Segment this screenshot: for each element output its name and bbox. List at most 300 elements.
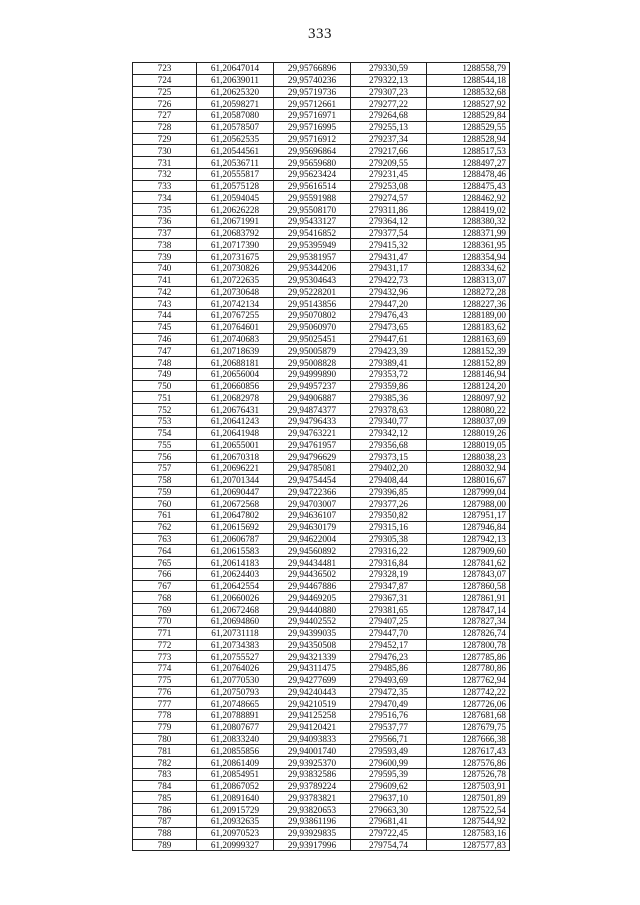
y-coordinate-cell: 1287841,62	[427, 557, 510, 569]
latitude-cell: 61,20606787	[197, 533, 274, 545]
longitude-cell: 29,93783821	[274, 792, 351, 804]
point-number-cell: 727	[133, 110, 197, 122]
y-coordinate-cell: 1288163,69	[427, 333, 510, 345]
x-coordinate-cell: 279452,17	[351, 639, 427, 651]
table-row	[133, 651, 510, 663]
point-number-cell: 760	[133, 498, 197, 510]
y-coordinate-cell: 1288529,84	[427, 110, 510, 122]
longitude-cell: 29,94350508	[274, 639, 351, 651]
x-coordinate-cell: 279415,32	[351, 239, 427, 251]
latitude-cell: 61,20750793	[197, 686, 274, 698]
table-row	[133, 121, 510, 133]
latitude-cell: 61,20578507	[197, 121, 274, 133]
table-row	[133, 427, 510, 439]
longitude-cell: 29,93925370	[274, 757, 351, 769]
longitude-cell: 29,94469205	[274, 592, 351, 604]
y-coordinate-cell: 1288544,18	[427, 74, 510, 86]
longitude-cell: 29,94874377	[274, 404, 351, 416]
point-number-cell: 779	[133, 721, 197, 733]
table-row	[133, 757, 510, 769]
latitude-cell: 61,20598271	[197, 98, 274, 110]
table-row	[133, 827, 510, 839]
y-coordinate-cell: 1287681,68	[427, 710, 510, 722]
table-row	[133, 133, 510, 145]
coordinates-table-body	[133, 63, 510, 851]
point-number-cell: 765	[133, 557, 197, 569]
x-coordinate-cell: 279231,45	[351, 168, 427, 180]
x-coordinate-cell: 279566,71	[351, 733, 427, 745]
longitude-cell: 29,95060970	[274, 321, 351, 333]
x-coordinate-cell: 279264,68	[351, 110, 427, 122]
table-row	[133, 274, 510, 286]
x-coordinate-cell: 279722,45	[351, 827, 427, 839]
x-coordinate-cell: 279305,38	[351, 533, 427, 545]
point-number-cell: 763	[133, 533, 197, 545]
latitude-cell: 61,20690447	[197, 486, 274, 498]
x-coordinate-cell: 279537,77	[351, 721, 427, 733]
longitude-cell: 29,94630179	[274, 521, 351, 533]
table-row	[133, 98, 510, 110]
x-coordinate-cell: 279600,99	[351, 757, 427, 769]
longitude-cell: 29,94210519	[274, 698, 351, 710]
y-coordinate-cell: 1287988,00	[427, 498, 510, 510]
latitude-cell: 61,20764601	[197, 321, 274, 333]
x-coordinate-cell: 279328,19	[351, 568, 427, 580]
table-row	[133, 392, 510, 404]
table-row	[133, 333, 510, 345]
y-coordinate-cell: 1288354,94	[427, 251, 510, 263]
x-coordinate-cell: 279340,77	[351, 415, 427, 427]
table-row	[133, 463, 510, 475]
x-coordinate-cell: 279253,08	[351, 180, 427, 192]
table-row	[133, 157, 510, 169]
longitude-cell: 29,94999890	[274, 368, 351, 380]
point-number-cell: 758	[133, 474, 197, 486]
point-number-cell: 781	[133, 745, 197, 757]
longitude-cell: 29,95344206	[274, 263, 351, 275]
longitude-cell: 29,94906887	[274, 392, 351, 404]
table-row	[133, 804, 510, 816]
x-coordinate-cell: 279432,96	[351, 286, 427, 298]
longitude-cell: 29,94754454	[274, 474, 351, 486]
point-number-cell: 776	[133, 686, 197, 698]
longitude-cell: 29,94120421	[274, 721, 351, 733]
latitude-cell: 61,20625320	[197, 86, 274, 98]
x-coordinate-cell: 279422,73	[351, 274, 427, 286]
point-number-cell: 770	[133, 615, 197, 627]
y-coordinate-cell: 1287942,13	[427, 533, 510, 545]
x-coordinate-cell: 279311,86	[351, 204, 427, 216]
latitude-cell: 61,20642554	[197, 580, 274, 592]
latitude-cell: 61,20683792	[197, 227, 274, 239]
point-number-cell: 784	[133, 780, 197, 792]
x-coordinate-cell: 279316,22	[351, 545, 427, 557]
y-coordinate-cell: 1287780,86	[427, 663, 510, 675]
latitude-cell: 61,20696221	[197, 463, 274, 475]
y-coordinate-cell: 1287785,86	[427, 651, 510, 663]
point-number-cell: 734	[133, 192, 197, 204]
point-number-cell: 752	[133, 404, 197, 416]
latitude-cell: 61,20755527	[197, 651, 274, 663]
point-number-cell: 775	[133, 674, 197, 686]
table-row	[133, 345, 510, 357]
x-coordinate-cell: 279476,23	[351, 651, 427, 663]
latitude-cell: 61,20587080	[197, 110, 274, 122]
longitude-cell: 29,93929835	[274, 827, 351, 839]
point-number-cell: 738	[133, 239, 197, 251]
point-number-cell: 764	[133, 545, 197, 557]
y-coordinate-cell: 1288019,05	[427, 439, 510, 451]
latitude-cell: 61,20999327	[197, 839, 274, 851]
table-row	[133, 227, 510, 239]
longitude-cell: 29,95395949	[274, 239, 351, 251]
point-number-cell: 729	[133, 133, 197, 145]
table-row	[133, 510, 510, 522]
latitude-cell: 61,20615692	[197, 521, 274, 533]
x-coordinate-cell: 279356,68	[351, 439, 427, 451]
y-coordinate-cell: 1288227,36	[427, 298, 510, 310]
table-row	[133, 310, 510, 322]
latitude-cell: 61,20641243	[197, 415, 274, 427]
point-number-cell: 789	[133, 839, 197, 851]
latitude-cell: 61,20647014	[197, 63, 274, 75]
longitude-cell: 29,94440880	[274, 604, 351, 616]
x-coordinate-cell: 279330,59	[351, 63, 427, 75]
y-coordinate-cell: 1287860,58	[427, 580, 510, 592]
table-row	[133, 180, 510, 192]
latitude-cell: 61,20731118	[197, 627, 274, 639]
y-coordinate-cell: 1287503,91	[427, 780, 510, 792]
latitude-cell: 61,20655001	[197, 439, 274, 451]
x-coordinate-cell: 279681,41	[351, 816, 427, 828]
latitude-cell: 61,20742134	[197, 298, 274, 310]
point-number-cell: 778	[133, 710, 197, 722]
x-coordinate-cell: 279431,17	[351, 263, 427, 275]
x-coordinate-cell: 279377,54	[351, 227, 427, 239]
longitude-cell: 29,95433127	[274, 215, 351, 227]
point-number-cell: 736	[133, 215, 197, 227]
point-number-cell: 777	[133, 698, 197, 710]
table-row	[133, 204, 510, 216]
latitude-cell: 61,20626228	[197, 204, 274, 216]
longitude-cell: 29,95623424	[274, 168, 351, 180]
y-coordinate-cell: 1287583,16	[427, 827, 510, 839]
point-number-cell: 757	[133, 463, 197, 475]
latitude-cell: 61,20676431	[197, 404, 274, 416]
point-number-cell: 731	[133, 157, 197, 169]
x-coordinate-cell: 279277,22	[351, 98, 427, 110]
y-coordinate-cell: 1288528,94	[427, 133, 510, 145]
x-coordinate-cell: 279217,66	[351, 145, 427, 157]
point-number-cell: 785	[133, 792, 197, 804]
latitude-cell: 61,20656004	[197, 368, 274, 380]
table-row	[133, 568, 510, 580]
y-coordinate-cell: 1287999,04	[427, 486, 510, 498]
latitude-cell: 61,20731675	[197, 251, 274, 263]
longitude-cell: 29,93861196	[274, 816, 351, 828]
latitude-cell: 61,20970523	[197, 827, 274, 839]
longitude-cell: 29,95740236	[274, 74, 351, 86]
x-coordinate-cell: 279754,74	[351, 839, 427, 851]
table-row	[133, 745, 510, 757]
table-row	[133, 627, 510, 639]
point-number-cell: 750	[133, 380, 197, 392]
y-coordinate-cell: 1287679,75	[427, 721, 510, 733]
point-number-cell: 739	[133, 251, 197, 263]
latitude-cell: 61,20764026	[197, 663, 274, 675]
x-coordinate-cell: 279470,49	[351, 698, 427, 710]
longitude-cell: 29,94761957	[274, 439, 351, 451]
latitude-cell: 61,20660026	[197, 592, 274, 604]
longitude-cell: 29,94321339	[274, 651, 351, 663]
x-coordinate-cell: 279609,62	[351, 780, 427, 792]
latitude-cell: 61,20594045	[197, 192, 274, 204]
x-coordinate-cell: 279316,84	[351, 557, 427, 569]
table-row	[133, 251, 510, 263]
x-coordinate-cell: 279315,16	[351, 521, 427, 533]
y-coordinate-cell: 1288189,00	[427, 310, 510, 322]
y-coordinate-cell: 1288038,23	[427, 451, 510, 463]
longitude-cell: 29,94796629	[274, 451, 351, 463]
point-number-cell: 755	[133, 439, 197, 451]
y-coordinate-cell: 1288462,92	[427, 192, 510, 204]
longitude-cell: 29,94277699	[274, 674, 351, 686]
table-row	[133, 698, 510, 710]
longitude-cell: 29,94703007	[274, 498, 351, 510]
point-number-cell: 743	[133, 298, 197, 310]
table-row	[133, 557, 510, 569]
y-coordinate-cell: 1288529,55	[427, 121, 510, 133]
latitude-cell: 61,20722635	[197, 274, 274, 286]
y-coordinate-cell: 1287951,17	[427, 510, 510, 522]
x-coordinate-cell: 279396,85	[351, 486, 427, 498]
latitude-cell: 61,20730648	[197, 286, 274, 298]
y-coordinate-cell: 1287522,54	[427, 804, 510, 816]
point-number-cell: 730	[133, 145, 197, 157]
y-coordinate-cell: 1288097,92	[427, 392, 510, 404]
x-coordinate-cell: 279408,44	[351, 474, 427, 486]
table-row	[133, 674, 510, 686]
point-number-cell: 740	[133, 263, 197, 275]
y-coordinate-cell: 1288478,46	[427, 168, 510, 180]
longitude-cell: 29,94434481	[274, 557, 351, 569]
point-number-cell: 742	[133, 286, 197, 298]
x-coordinate-cell: 279595,39	[351, 768, 427, 780]
x-coordinate-cell: 279472,35	[351, 686, 427, 698]
table-row	[133, 168, 510, 180]
table-row	[133, 498, 510, 510]
table-row	[133, 592, 510, 604]
x-coordinate-cell: 279485,86	[351, 663, 427, 675]
y-coordinate-cell: 1287617,43	[427, 745, 510, 757]
point-number-cell: 771	[133, 627, 197, 639]
point-number-cell: 746	[133, 333, 197, 345]
y-coordinate-cell: 1287909,60	[427, 545, 510, 557]
point-number-cell: 732	[133, 168, 197, 180]
latitude-cell: 61,20718639	[197, 345, 274, 357]
latitude-cell: 61,20854951	[197, 768, 274, 780]
y-coordinate-cell: 1287726,06	[427, 698, 510, 710]
y-coordinate-cell: 1288558,79	[427, 63, 510, 75]
longitude-cell: 29,95025451	[274, 333, 351, 345]
x-coordinate-cell: 279378,63	[351, 404, 427, 416]
table-row	[133, 545, 510, 557]
y-coordinate-cell: 1288497,27	[427, 157, 510, 169]
longitude-cell: 29,94796433	[274, 415, 351, 427]
longitude-cell: 29,95304643	[274, 274, 351, 286]
x-coordinate-cell: 279307,23	[351, 86, 427, 98]
point-number-cell: 737	[133, 227, 197, 239]
latitude-cell: 61,20717390	[197, 239, 274, 251]
longitude-cell: 29,95716995	[274, 121, 351, 133]
x-coordinate-cell: 279274,57	[351, 192, 427, 204]
point-number-cell: 745	[133, 321, 197, 333]
table-row	[133, 533, 510, 545]
x-coordinate-cell: 279377,26	[351, 498, 427, 510]
table-row	[133, 521, 510, 533]
table-row	[133, 321, 510, 333]
x-coordinate-cell: 279593,49	[351, 745, 427, 757]
y-coordinate-cell: 1288361,95	[427, 239, 510, 251]
longitude-cell: 29,95005879	[274, 345, 351, 357]
point-number-cell: 788	[133, 827, 197, 839]
x-coordinate-cell: 279407,25	[351, 615, 427, 627]
table-row	[133, 192, 510, 204]
table-row	[133, 768, 510, 780]
longitude-cell: 29,94311475	[274, 663, 351, 675]
y-coordinate-cell: 1287544,92	[427, 816, 510, 828]
longitude-cell: 29,94763221	[274, 427, 351, 439]
latitude-cell: 61,20915729	[197, 804, 274, 816]
x-coordinate-cell: 279359,86	[351, 380, 427, 392]
point-number-cell: 733	[133, 180, 197, 192]
x-coordinate-cell: 279476,43	[351, 310, 427, 322]
longitude-cell: 29,95719736	[274, 86, 351, 98]
point-number-cell: 749	[133, 368, 197, 380]
table-row	[133, 415, 510, 427]
latitude-cell: 61,20536711	[197, 157, 274, 169]
x-coordinate-cell: 279342,12	[351, 427, 427, 439]
y-coordinate-cell: 1288272,28	[427, 286, 510, 298]
y-coordinate-cell: 1287946,84	[427, 521, 510, 533]
x-coordinate-cell: 279237,34	[351, 133, 427, 145]
point-number-cell: 748	[133, 357, 197, 369]
latitude-cell: 61,20641948	[197, 427, 274, 439]
longitude-cell: 29,95591988	[274, 192, 351, 204]
longitude-cell: 29,94001740	[274, 745, 351, 757]
x-coordinate-cell: 279431,47	[351, 251, 427, 263]
x-coordinate-cell: 279322,13	[351, 74, 427, 86]
latitude-cell: 61,20694860	[197, 615, 274, 627]
table-row	[133, 74, 510, 86]
longitude-cell: 29,94560892	[274, 545, 351, 557]
longitude-cell: 29,94785081	[274, 463, 351, 475]
longitude-cell: 29,95716912	[274, 133, 351, 145]
latitude-cell: 61,20833240	[197, 733, 274, 745]
latitude-cell: 61,20575128	[197, 180, 274, 192]
y-coordinate-cell: 1288313,07	[427, 274, 510, 286]
coordinates-table	[132, 62, 510, 851]
latitude-cell: 61,20672568	[197, 498, 274, 510]
latitude-cell: 61,20544561	[197, 145, 274, 157]
x-coordinate-cell: 279493,69	[351, 674, 427, 686]
x-coordinate-cell: 279516,76	[351, 710, 427, 722]
latitude-cell: 61,20614183	[197, 557, 274, 569]
y-coordinate-cell: 1287861,91	[427, 592, 510, 604]
latitude-cell: 61,20639011	[197, 74, 274, 86]
point-number-cell: 726	[133, 98, 197, 110]
longitude-cell: 29,94399035	[274, 627, 351, 639]
point-number-cell: 772	[133, 639, 197, 651]
y-coordinate-cell: 1288371,99	[427, 227, 510, 239]
y-coordinate-cell: 1287576,86	[427, 757, 510, 769]
point-number-cell: 773	[133, 651, 197, 663]
longitude-cell: 29,94636107	[274, 510, 351, 522]
x-coordinate-cell: 279381,65	[351, 604, 427, 616]
latitude-cell: 61,20562535	[197, 133, 274, 145]
longitude-cell: 29,95381957	[274, 251, 351, 263]
latitude-cell: 61,20555817	[197, 168, 274, 180]
latitude-cell: 61,20740683	[197, 333, 274, 345]
latitude-cell: 61,20891640	[197, 792, 274, 804]
y-coordinate-cell: 1288183,62	[427, 321, 510, 333]
longitude-cell: 29,94240443	[274, 686, 351, 698]
x-coordinate-cell: 279389,41	[351, 357, 427, 369]
longitude-cell: 29,93789224	[274, 780, 351, 792]
table-row	[133, 404, 510, 416]
longitude-cell: 29,95143856	[274, 298, 351, 310]
table-row	[133, 439, 510, 451]
latitude-cell: 61,20788891	[197, 710, 274, 722]
table-row	[133, 145, 510, 157]
y-coordinate-cell: 1288032,94	[427, 463, 510, 475]
latitude-cell: 61,20660856	[197, 380, 274, 392]
latitude-cell: 61,20682978	[197, 392, 274, 404]
point-number-cell: 753	[133, 415, 197, 427]
latitude-cell: 61,20671991	[197, 215, 274, 227]
longitude-cell: 29,93917996	[274, 839, 351, 851]
latitude-cell: 61,20855856	[197, 745, 274, 757]
x-coordinate-cell: 279423,39	[351, 345, 427, 357]
y-coordinate-cell: 1288146,94	[427, 368, 510, 380]
y-coordinate-cell: 1288152,89	[427, 357, 510, 369]
table-row	[133, 474, 510, 486]
y-coordinate-cell: 1288124,20	[427, 380, 510, 392]
point-number-cell: 756	[133, 451, 197, 463]
table-row	[133, 839, 510, 851]
point-number-cell: 735	[133, 204, 197, 216]
y-coordinate-cell: 1288419,02	[427, 204, 510, 216]
y-coordinate-cell: 1288334,62	[427, 263, 510, 275]
table-row	[133, 792, 510, 804]
table-row	[133, 286, 510, 298]
longitude-cell: 29,93832586	[274, 768, 351, 780]
y-coordinate-cell: 1288019,26	[427, 427, 510, 439]
longitude-cell: 29,94722366	[274, 486, 351, 498]
point-number-cell: 744	[133, 310, 197, 322]
longitude-cell: 29,95616514	[274, 180, 351, 192]
x-coordinate-cell: 279353,72	[351, 368, 427, 380]
longitude-cell: 29,95070802	[274, 310, 351, 322]
table-row	[133, 639, 510, 651]
table-row	[133, 663, 510, 675]
longitude-cell: 29,94093833	[274, 733, 351, 745]
y-coordinate-cell: 1287847,14	[427, 604, 510, 616]
table-row	[133, 380, 510, 392]
point-number-cell: 782	[133, 757, 197, 769]
point-number-cell: 762	[133, 521, 197, 533]
longitude-cell: 29,93820653	[274, 804, 351, 816]
